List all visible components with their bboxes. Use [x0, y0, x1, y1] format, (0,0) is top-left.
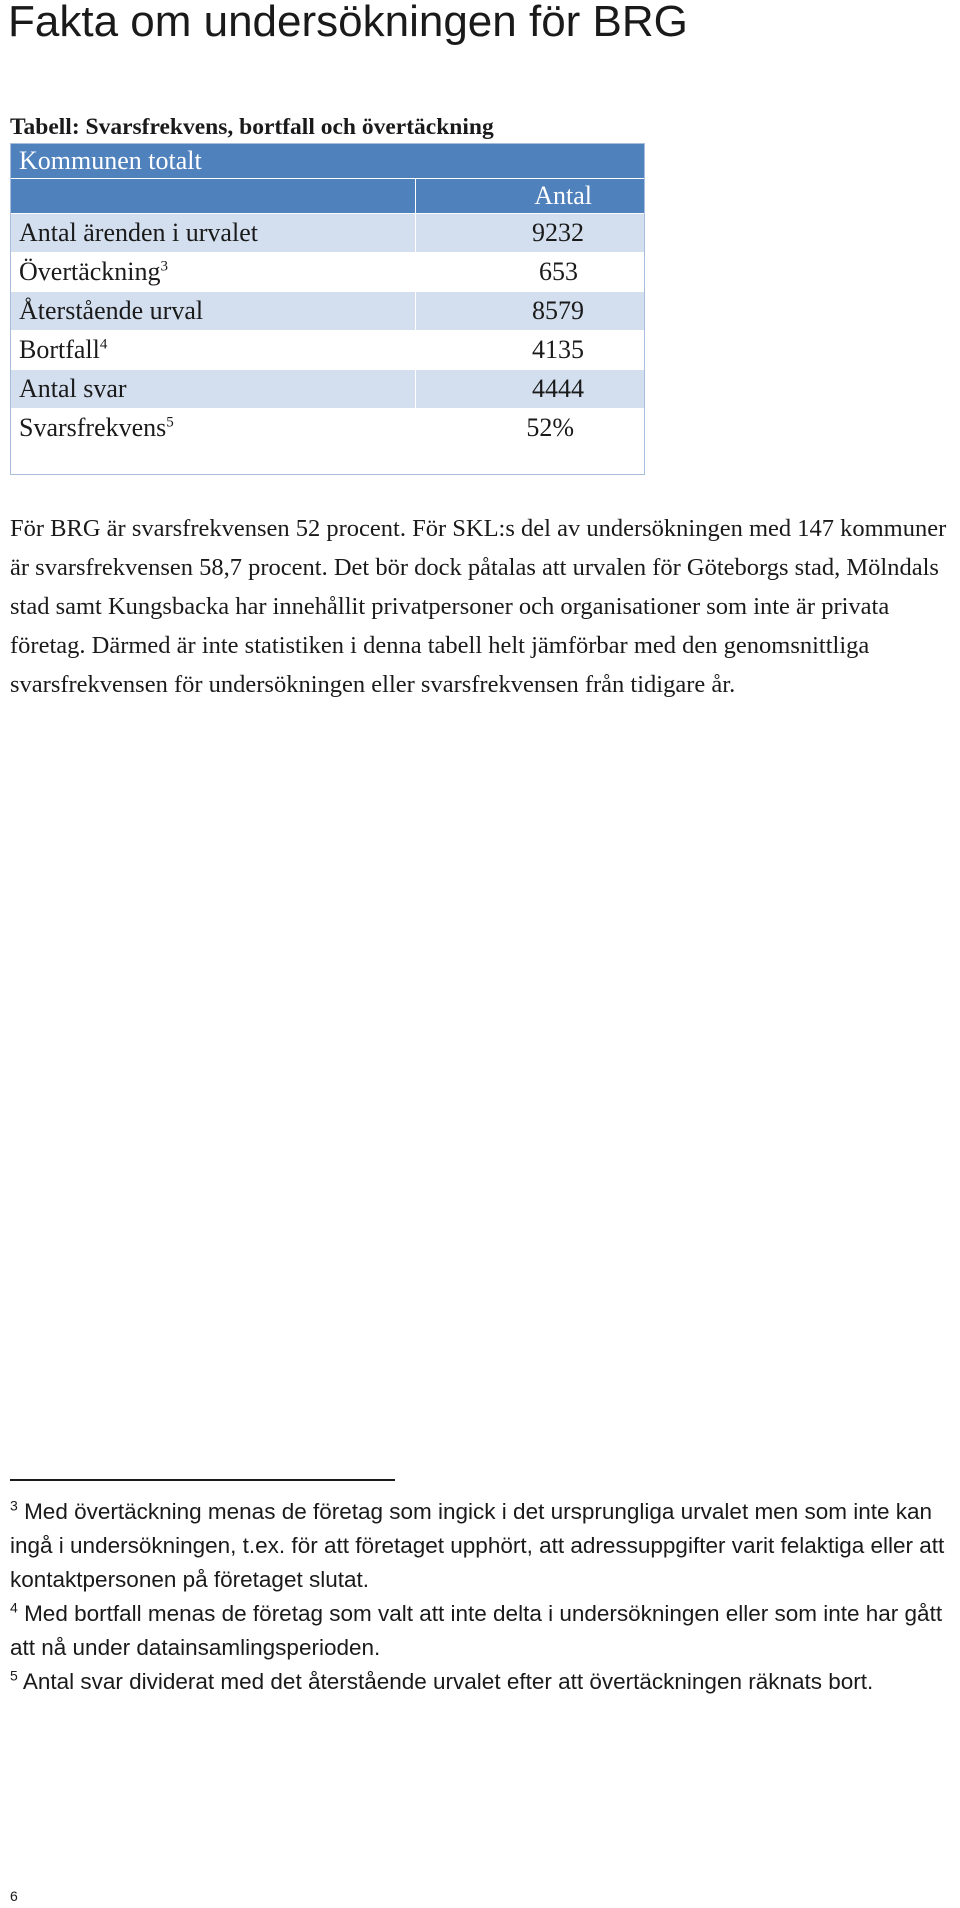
- row-label: Övertäckning$^3$: [11, 253, 416, 292]
- footnote-number: 4: [10, 1599, 18, 1616]
- page-number: 6: [10, 1888, 18, 1904]
- table-caption: Tabell: Svarsfrekvens, bortfall och övertäckning: [10, 114, 494, 140]
- table-row: [11, 370, 645, 409]
- row-label: Antal ärenden i urvalet: [11, 214, 416, 253]
- footnote: [10, 1665, 955, 1699]
- table-row: [11, 409, 645, 448]
- footnote-number: 5: [10, 1667, 18, 1684]
- footnote-text: Antal svar dividerat med det återstående urvalet efter att övertäckningen räknats bort.: [22, 1669, 874, 1694]
- footnotes: [10, 1495, 955, 1699]
- footnote-text: Med bortfall menas de företag som valt att inte delta i undersökningen eller som inte har gått att nå under datainsamlingsperioden.: [10, 1601, 943, 1660]
- footnote: [10, 1597, 955, 1665]
- row-label: Bortfall$^4$: [11, 331, 416, 370]
- row-value: 52%: [416, 409, 645, 448]
- table-row: [11, 331, 645, 370]
- table-row: [11, 253, 645, 292]
- row-label: Återstående urval: [11, 292, 416, 331]
- body-paragraph: För BRG är svarsfrekvensen 52 procent. För SKL:s del av undersökningen med 147 kommuner är svarsfrekvensen 58,7 procent. Det bör dock påtalas att urvalen för Göteborgs stad, Mölndals stad samt Kungsbacka har innehållit privatpersoner och organisationer som inte är privata företag. Därmed är inte statistiken i denna tabell helt jämförbar med den genomsnittliga svarsfrekvensen för undersökningen eller svarsfrekvensen från tidigare år.: [10, 515, 947, 698]
- header-spacer-cell: [11, 179, 416, 214]
- table-row: [11, 292, 645, 331]
- row-value: 8579: [416, 292, 645, 331]
- footnote-ref: 3: [160, 258, 169, 275]
- response-rate-table: [10, 143, 645, 448]
- footnote-text: Med övertäckning menas de företag som ingick i det ursprungliga urvalet men som inte kan ingå i undersökningen, t.ex. för att företaget upphört, att adressuppgifter varit felaktiga eller att kontaktpersonen på företaget slutat.: [10, 1499, 945, 1592]
- footnote-divider: [10, 1479, 395, 1481]
- row-label: Antal svar: [11, 370, 416, 409]
- row-value: 653: [416, 253, 645, 292]
- row-label: Svarsfrekvens$^5$: [11, 409, 416, 448]
- row-value: 4135: [416, 331, 645, 370]
- table-header-row: [11, 144, 645, 179]
- table-header-row: [11, 179, 645, 214]
- footnote-number: 3: [10, 1497, 18, 1514]
- footnote-ref: 5: [166, 414, 174, 431]
- footnote-ref: 4: [99, 336, 108, 353]
- table-row: [11, 214, 645, 253]
- row-value: 4444: [416, 370, 645, 409]
- row-value: 9232: [416, 214, 645, 253]
- footnote: [10, 1495, 955, 1597]
- header-column-cell: Antal: [416, 179, 645, 214]
- header-group-cell: Kommunen totalt: [11, 144, 645, 179]
- page-title: Fakta om undersökningen för BRG: [8, 0, 688, 46]
